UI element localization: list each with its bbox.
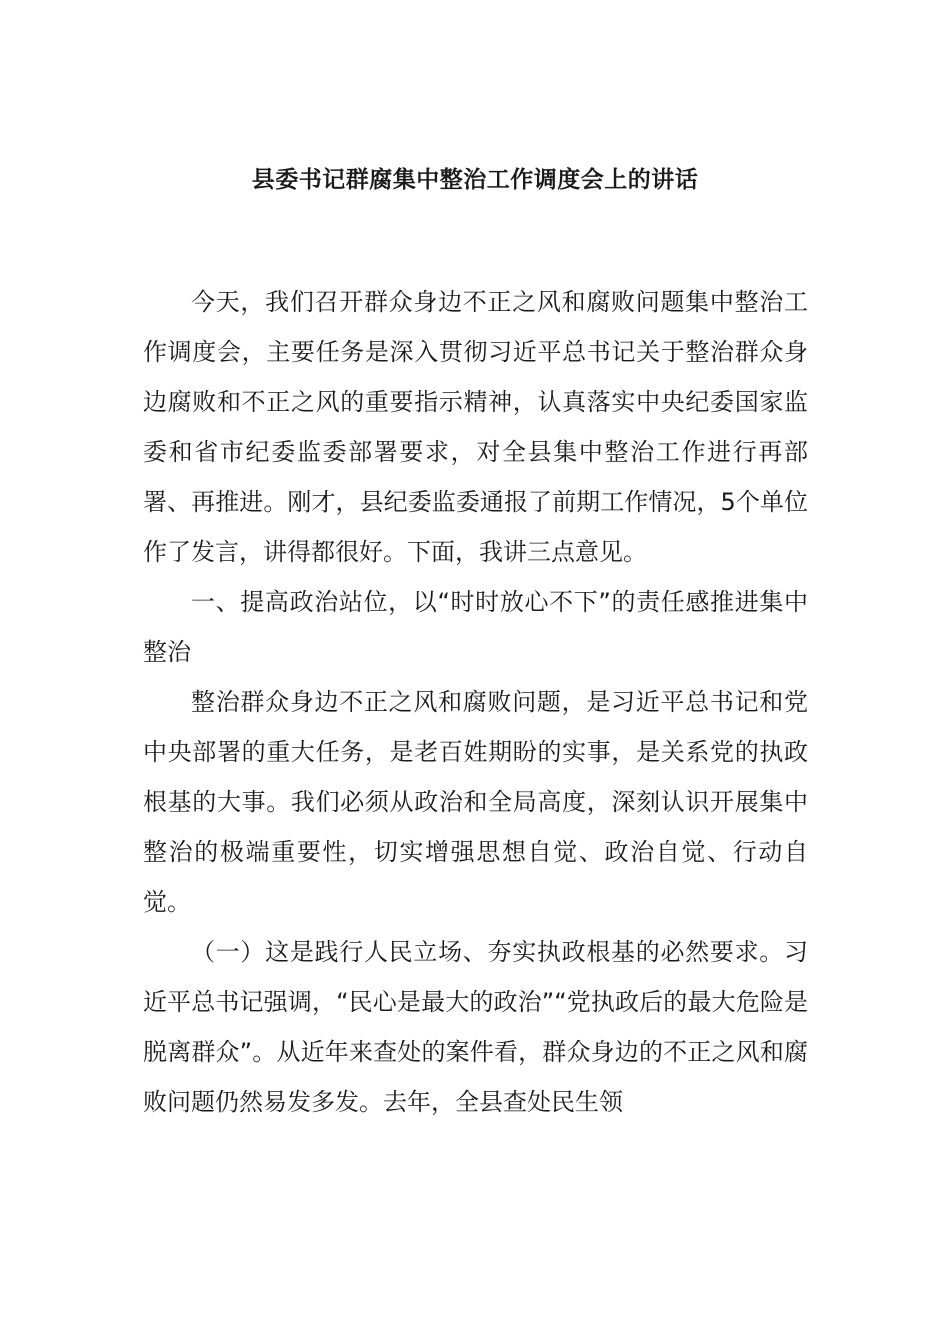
paragraph-intro: 今天，我们召开群众身边不正之风和腐败问题集中整治工作调度会，主要任务是深入贯彻习近平总书记关于整治群众身边腐败和不正之风的重要指示精神，认真落实中央纪委国家监委和省市纪委监委部署要求，对全县集中整治工作进行再部署、再推进。刚才，县纪委监委通报了前期工作情况，5个单位作了发言，讲得都很好。下面，我讲三点意见。 bbox=[143, 288, 808, 566]
section-heading-1: 一、提高政治站位，以“时时放心不下”的责任感推进集中整治 bbox=[143, 588, 808, 666]
document-title: 县委书记群腐集中整治工作调度会上的讲话 bbox=[251, 167, 699, 193]
paragraph-section-1: 整治群众身边不正之风和腐败问题，是习近平总书记和党中央部署的重大任务，是老百姓期盼的实事，是关系党的执政根基的大事。我们必须从政治和全局高度，深刻认识开展集中整治的极端重要性，切实增强思想自觉、政治自觉、行动自觉。 bbox=[143, 688, 808, 916]
subsection-paragraph-1: （一）这是践行人民立场、夯实执政根基的必然要求。习近平总书记强调，“民心是最大的政治”“党执政后的最大危险是脱离群众”。从近年来查处的案件看，群众身边的不正之风和腐败问题仍然易发多发。去年，全县查处民生领 bbox=[143, 938, 808, 1116]
document-body bbox=[143, 277, 808, 1127]
